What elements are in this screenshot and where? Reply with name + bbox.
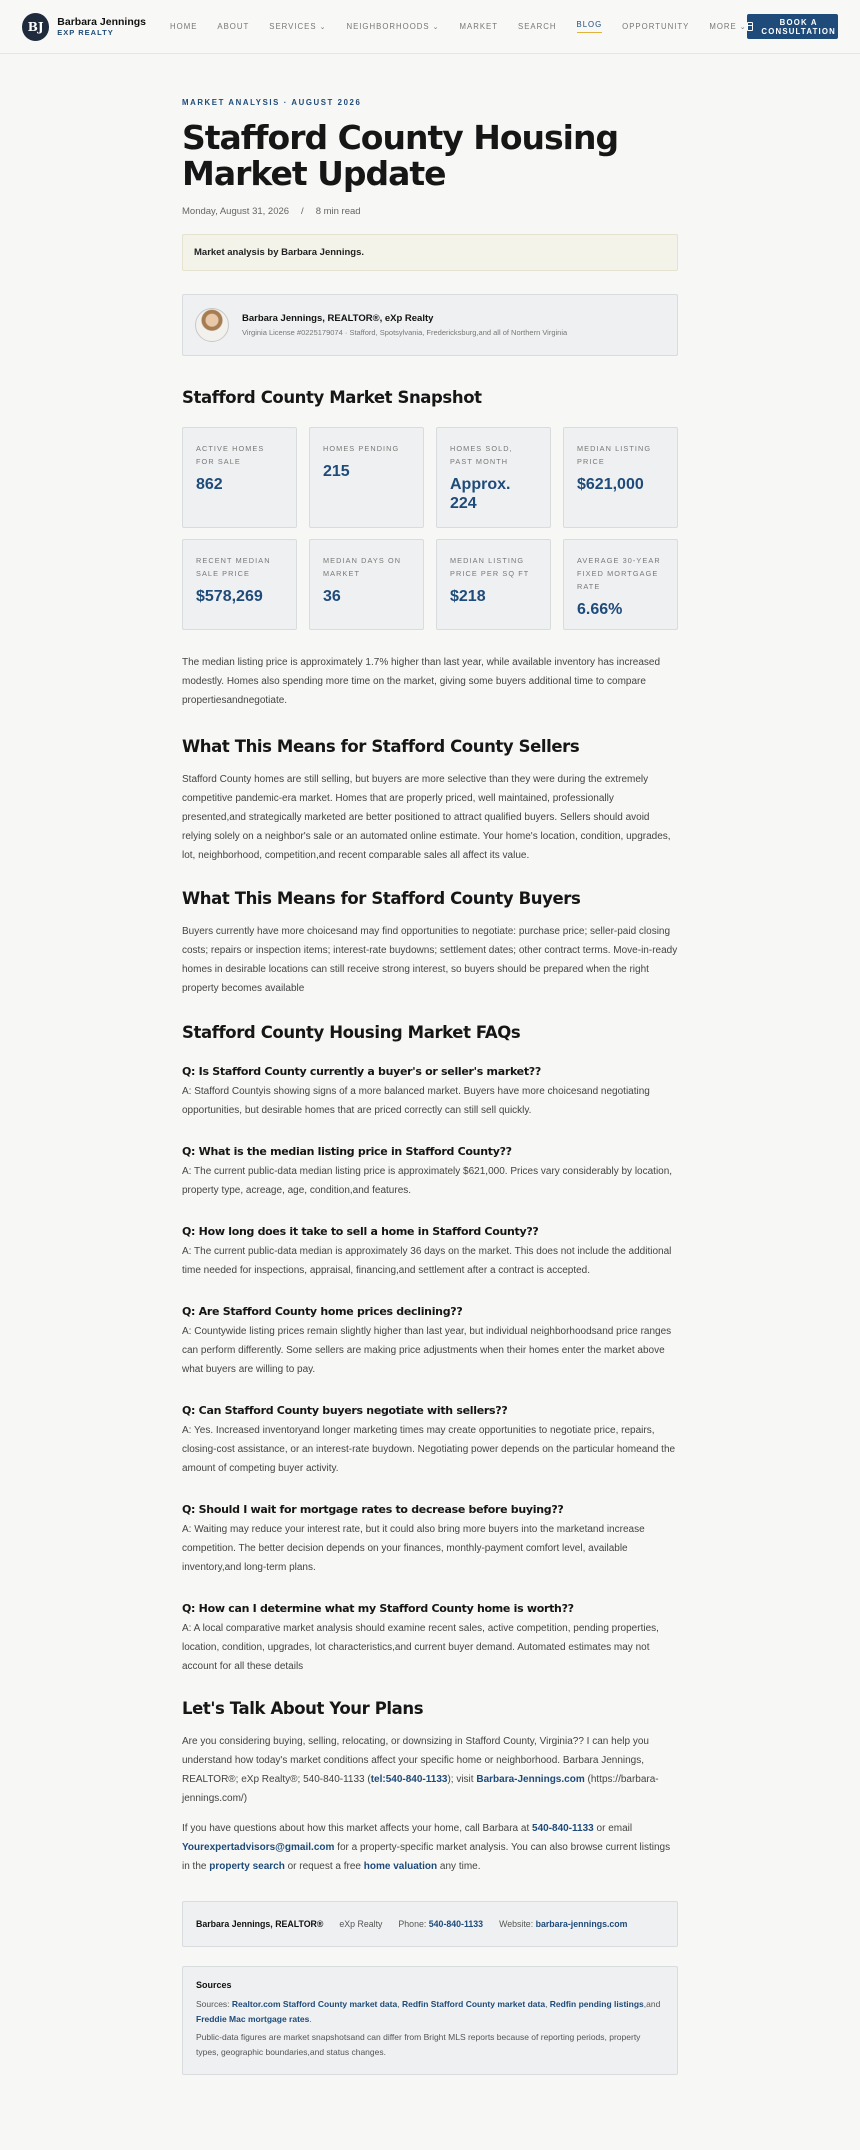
stat-card — [182, 427, 297, 528]
faq-question: Q: Can Stafford County buyers negotiate with sellers?? — [182, 1404, 508, 1417]
median-paragraph: The median listing price is approximately 1.7% higher than last year, while available inventory has increased modestly. Homes also spending more time on the market, giving some buyers additional time to compare propertiesandnegotiate. — [182, 657, 661, 706]
faq-answer: A: The current public-data median listing price is approximately $621,000. Prices vary considerably by location, property type, acreage, age, condition,and features. — [182, 1166, 673, 1196]
chevron-down-icon: ⌄ — [432, 24, 440, 31]
faq-item — [182, 1225, 678, 1280]
buyers-heading: What This Means for Stafford County Buyers — [182, 889, 581, 908]
nav-more[interactable]: MORE ⌄ — [709, 22, 747, 31]
stat-label: MEDIAN LISTING PRICE PER SQ FT — [450, 556, 530, 578]
market-stats-grid — [182, 427, 678, 630]
book-consultation-button[interactable] — [747, 14, 838, 39]
email-link[interactable]: Yourexpertadvisors@gmail.com — [182, 1842, 335, 1853]
faq-question: Q: How long does it take to sell a home in Stafford County?? — [182, 1225, 539, 1238]
faq-heading: Stafford County Housing Market FAQs — [182, 1023, 521, 1042]
stat-value: 36 — [323, 588, 341, 605]
faq-answer: A: Waiting may reduce your interest rate, but it could also bring more buyers into the marketand increase competition. The better decision depends on your finances, monthly-payment comfort level, available inventory,and long-term plans. — [182, 1524, 645, 1573]
stat-value: 862 — [196, 476, 223, 493]
faq-item — [182, 1602, 678, 1676]
contact-brokerage: eXp Realty — [339, 1919, 383, 1929]
stat-label: MEDIAN DAYS ON MARKET — [323, 556, 402, 578]
website-link[interactable]: Barbara-Jennings.com — [476, 1774, 585, 1785]
stat-card — [563, 539, 678, 630]
nav-home[interactable]: HOME — [170, 22, 198, 31]
author-info — [242, 313, 567, 337]
stat-card — [309, 427, 424, 528]
home-valuation-link[interactable]: home valuation — [363, 1861, 438, 1872]
snapshot-heading: Stafford County Market Snapshot — [182, 388, 482, 407]
sources-list: Sources: Realtor.com Stafford County market data, Redfin Stafford County market data, Redfin pending listings,and Freddie Mac mortgage rates. — [196, 1999, 661, 2024]
chevron-down-icon: ⌄ — [319, 24, 327, 31]
sellers-heading: What This Means for Stafford County Sellers — [182, 737, 580, 756]
logo-icon[interactable]: BJ — [22, 13, 49, 41]
avatar — [195, 308, 229, 342]
stat-value: $621,000 — [577, 476, 644, 493]
stat-card — [182, 539, 297, 630]
site-header — [0, 0, 860, 54]
plans-heading: Let's Talk About Your Plans — [182, 1699, 424, 1718]
faq-list — [182, 1065, 678, 1676]
property-search-link[interactable]: property search — [209, 1861, 285, 1872]
faq-question: Q: How can I determine what my Stafford County home is worth?? — [182, 1602, 574, 1615]
contact-phone: Phone: 540-840-1133 — [398, 1919, 484, 1929]
faq-item — [182, 1145, 678, 1200]
contact-website: Website: barbara-jennings.com — [499, 1919, 628, 1929]
article-meta — [182, 206, 678, 217]
faq-item — [182, 1404, 678, 1478]
faq-question: Q: What is the median listing price in Stafford County?? — [182, 1145, 512, 1158]
stat-label: HOMES SOLD, PAST MONTH — [450, 444, 513, 466]
chevron-down-icon: ⌄ — [739, 24, 747, 31]
brand-text — [57, 16, 146, 37]
contact-paragraph: If you have questions about how this market affects your home, call Barbara at 540-840-1133 or email Yourexpertadvisors@gmail.com for a property-specific market analysis. You can also browse current listings in the property search or request a free home valuation any time. — [182, 1823, 671, 1872]
page-title: Stafford County Housing Market Update — [182, 118, 619, 193]
faq-answer: A: Yes. Increased inventoryand longer marketing times may create opportunities to negotiate price, repairs, closing-cost assistance, or an interest-rate buydown. Negotiating power depends on the particular homeand the amount of competing buyer activity. — [182, 1425, 676, 1474]
faq-question: Q: Should I wait for mortgage rates to decrease before buying?? — [182, 1503, 564, 1516]
source-link[interactable]: Redfin pending listings — [549, 1999, 644, 2009]
brand-subtitle: EXP REALTY — [57, 28, 114, 37]
source-link[interactable]: Redfin Stafford County market data — [401, 1999, 546, 2009]
faq-question: Q: Is Stafford County currently a buyer's or seller's market?? — [182, 1065, 541, 1078]
stat-label: ACTIVE HOMES FOR SALE — [196, 444, 265, 466]
faq-question: Q: Are Stafford County home prices declining?? — [182, 1305, 463, 1318]
contact-phone-link[interactable]: 540-840-1133 — [428, 1919, 484, 1929]
article — [182, 54, 678, 2095]
sources-box — [182, 1966, 678, 2075]
tel-link[interactable]: tel:540-840-1133 — [370, 1774, 448, 1785]
brand[interactable] — [22, 13, 146, 41]
stat-value: 215 — [323, 463, 350, 480]
brand-name: Barbara Jennings — [57, 16, 146, 28]
author-name: Barbara Jennings, REALTOR®, eXp Realty — [242, 313, 434, 324]
contact-name: Barbara Jennings, REALTOR® — [196, 1919, 324, 1929]
author-license: Virginia License #0225179074 · Stafford, Spotsylvania, Fredericksburg,and all of Northern Virginia — [242, 328, 568, 337]
calendar-icon — [747, 22, 754, 31]
stat-card — [436, 427, 551, 528]
faq-item — [182, 1503, 678, 1577]
phone-link[interactable]: 540-840-1133 — [532, 1823, 594, 1834]
nav-market[interactable]: MARKET — [459, 22, 498, 31]
publish-date: Monday, August 31, 2026 — [182, 206, 290, 217]
analysis-callout: Market analysis by Barbara Jennings. — [182, 234, 678, 271]
sellers-paragraph: Stafford County homes are still selling, but buyers are more selective than they were during the extremely competitive pandemic-era market. Homes that are properly priced, well maintained, professionally presented,and strategically marketed are better positioned to attract qualified buyers. Sellers should avoid relying solely on a neighbor's sale or an automated online estimate. Your home's location, condition, upgrades, lot, neighborhood, competition,and recent comparable sales all affect its value. — [182, 774, 671, 861]
article-kicker: MARKET ANALYSIS · AUGUST 2026 — [182, 98, 362, 107]
source-link[interactable]: Realtor.com Stafford County market data — [231, 1999, 398, 2009]
nav-about[interactable]: ABOUT — [217, 22, 250, 31]
stat-value: $578,269 — [196, 588, 263, 605]
main-nav — [170, 20, 747, 33]
read-time: 8 min read — [315, 206, 361, 217]
faq-answer: A: Stafford Countyis showing signs of a more balanced market. Buyers have more choicesand negotiating opportunities, but desirable homes that are priced correctly can still sell quickly. — [182, 1086, 650, 1116]
buyers-paragraph: Buyers currently have more choicesand may find opportunities to negotiate: purchase price; seller-paid closing costs; repairs or inspection items; interest-rate buydowns; settlement dates; other contract terms. Move-in-ready homes in desirable locations can still receive strong interest, so buyers should be prepared when the right property becomes available — [182, 926, 678, 994]
stat-value: $218 — [450, 588, 486, 605]
stat-label: AVERAGE 30-YEAR FIXED MORTGAGE RATE — [577, 556, 661, 591]
stat-label: RECENT MEDIAN SALE PRICE — [196, 556, 271, 578]
contact-website-link[interactable]: barbara-jennings.com — [535, 1919, 628, 1929]
faq-item — [182, 1305, 678, 1379]
plans-paragraph: Are you considering buying, selling, relocating, or downsizing in Stafford County, Virginia?? I can help you understand how today's market conditions affect your specific home or neighborhood. Barbara Jennings, REALTOR®; eXp Realty®; 540-840-1133 (tel:540-840-1133); visit Barbara-Jennings.com (https://barbara-jennings.com/) — [182, 1736, 659, 1804]
stat-label: MEDIAN LISTING PRICE — [577, 444, 652, 466]
nav-opportunity[interactable]: OPPORTUNITY — [622, 22, 690, 31]
stat-value: Approx. 224 — [450, 476, 511, 512]
sources-title: Sources — [196, 1980, 232, 1990]
faq-answer: A: A local comparative market analysis should examine recent sales, active competition, pending properties, location, condition, upgrades, lot characteristics,and current buyer demand. Automated estimates may not account for all these details — [182, 1623, 659, 1672]
book-consultation-label: BOOK A CONSULTATION — [761, 17, 836, 36]
stat-value: 6.66% — [577, 601, 623, 618]
stat-card — [563, 427, 678, 528]
sources-note: Public-data figures are market snapshotsand can differ from Bright MLS reports because of reporting periods, property types, geographic boundaries,and status changes. — [196, 2032, 641, 2057]
nav-blog[interactable]: BLOG — [577, 20, 603, 33]
meta-separator: / — [301, 206, 304, 217]
stat-card — [309, 539, 424, 630]
faq-answer: A: The current public-data median is approximately 36 days on the market. This does not include the additional time needed for inspections, appraisal, financing,and settlement after a contract is accepted. — [182, 1246, 672, 1276]
nav-services[interactable]: SERVICES ⌄ — [269, 22, 327, 31]
faq-item — [182, 1065, 678, 1120]
stat-label: HOMES PENDING — [323, 444, 400, 453]
nav-search[interactable]: SEARCH — [518, 22, 557, 31]
contact-bar — [182, 1901, 678, 1947]
faq-answer: A: Countywide listing prices remain slightly higher than last year, but individual neighborhoodsand price ranges can perform differently. Some sellers are making price adjustments when their homes enter the market above what buyers are willing to pay. — [182, 1326, 672, 1375]
source-link[interactable]: Freddie Mac mortgage rates — [196, 2014, 310, 2024]
author-card — [182, 294, 678, 356]
nav-neighborhoods[interactable]: NEIGHBORHOODS ⌄ — [346, 22, 440, 31]
stat-card — [436, 539, 551, 630]
